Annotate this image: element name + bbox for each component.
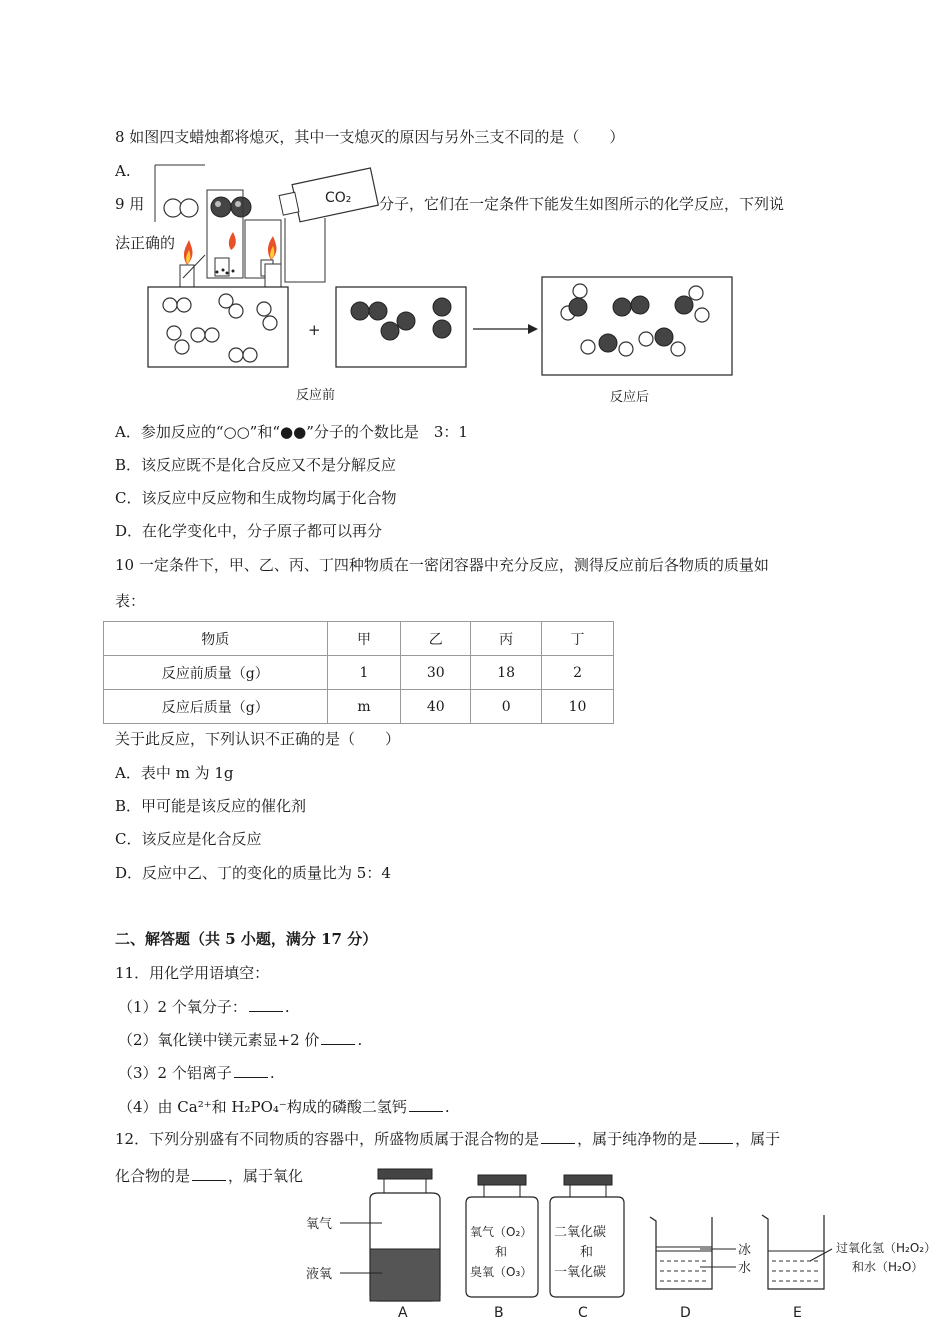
q11-item-1: （1）2 个氧分子： . [118,998,290,1016]
table-cell: 反应后质量（g） [104,690,328,724]
container-b-line1: 氧气（O₂） [470,1225,533,1239]
section-heading: 二、解答题（共 5 小题，满分 17 分） [115,930,378,948]
container-c-line1: 二氧化碳 [554,1225,607,1240]
answer-blank[interactable] [192,1166,226,1181]
co2-label: CO₂ [325,190,352,206]
q12-containers-figure [300,1165,940,1325]
table-header-cell: 丙 [471,622,542,656]
plus-sign: + [308,321,321,339]
table-header-cell: 乙 [401,622,471,656]
q10-option-d: D．反应中乙、丁的变化的质量比为 5：4 [115,864,391,882]
answer-blank[interactable] [321,1030,355,1045]
q9-option-b: B．该反应既不是化合反应又不是分解反应 [115,456,397,474]
q11-stem: 11．用化学用语填空： [115,964,270,982]
answer-blank[interactable] [234,1063,268,1078]
container-b-line3: 臭氧（O₃） [470,1265,533,1279]
table-header-cell: 甲 [327,622,401,656]
before-label: 反应前 [296,388,336,403]
after-label: 反应后 [610,390,650,405]
table-cell: 10 [542,690,614,724]
q10-question: 关于此反应，下列认识不正确的是（ ） [115,730,401,748]
table-cell: 30 [401,656,471,690]
container-c-letter: C [578,1305,588,1321]
container-d-label-top: 冰 [738,1243,752,1258]
container-a-label-top: 氧气 [306,1217,333,1232]
q9-reaction-diagram [148,275,738,410]
q11-item-3: （3）2 个铝离子 . [118,1064,275,1082]
container-a-label-bottom: 液氧 [306,1267,333,1282]
q10-stem-line1: 10 一定条件下，甲、乙、丙、丁四种物质在一密闭容器中充分反应，测得反应前后各物质的质量如 [115,556,769,574]
q12-stem: 12．下列分别盛有不同物质的容器中，所盛物质属于混合物的是 ，属于纯净物的是 ，属于 [115,1130,781,1148]
q10-mass-table [103,621,614,724]
q9-option-c: C．该反应中反应物和生成物均属于化合物 [115,489,397,507]
table-cell: 反应前质量（g） [104,656,328,690]
table-cell: 1 [327,656,401,690]
container-e-letter: E [793,1305,802,1321]
container-b-line2: 和 [495,1245,508,1259]
answer-blank[interactable] [699,1129,733,1144]
q11-item-2: （2）氧化镁中镁元素显+2 价 . [118,1031,363,1049]
container-b-letter: B [494,1305,504,1321]
q9-stem-prefix: 9 用 [115,195,145,213]
q10-option-b: B．甲可能是该反应的催化剂 [115,797,307,815]
q12-stem-line2: 化合物的是 ，属于氧化 [115,1167,304,1185]
q8-stem: 8 如图四支蜡烛都将熄灭，其中一支熄灭的原因与另外三支不同的是（ ） [115,128,625,146]
table-header-cell: 丁 [542,622,614,656]
table-cell: 40 [401,690,471,724]
answer-blank[interactable] [249,997,283,1012]
container-d-letter: D [680,1305,691,1321]
answer-blank[interactable] [409,1097,443,1112]
container-d-label-bottom: 水 [738,1261,752,1276]
table-header-cell: 物质 [104,622,328,656]
table-row [104,656,614,690]
table-cell: 18 [471,656,542,690]
q9-stem-suffix: 分子，它们在一定条件下能发生如图所示的化学反应，下列说 [379,195,785,213]
q10-stem-line2: 表： [115,592,146,610]
table-row [104,690,614,724]
q9-option-d: D．在化学变化中，分子原子都可以再分 [115,522,383,540]
container-c-line3: 一氧化碳 [554,1265,607,1280]
container-e-line1: 过氧化氢（H₂O₂） [836,1241,937,1255]
table-cell: m [327,690,401,724]
table-cell: 2 [542,656,614,690]
q10-option-c: C．该反应是化合反应 [115,830,262,848]
q9-stem-line2: 法正确的 [115,234,176,252]
container-c-line2: 和 [580,1245,594,1260]
container-a-letter: A [398,1305,408,1321]
container-e-line2: 和水（H₂O） [852,1260,924,1274]
q8-option-a: A. [115,162,131,180]
q10-option-a: A．表中 m 为 1g [115,764,234,782]
table-header-row [104,622,614,656]
answer-blank[interactable] [541,1129,575,1144]
q9-option-a: A．参加反应的“○○”和“●●”分子的个数比是 3：1 [115,423,468,441]
table-cell: 0 [471,690,542,724]
q11-item-4: （4）由 Ca²⁺和 H₂PO₄⁻构成的磷酸二氢钙 . [118,1098,450,1116]
